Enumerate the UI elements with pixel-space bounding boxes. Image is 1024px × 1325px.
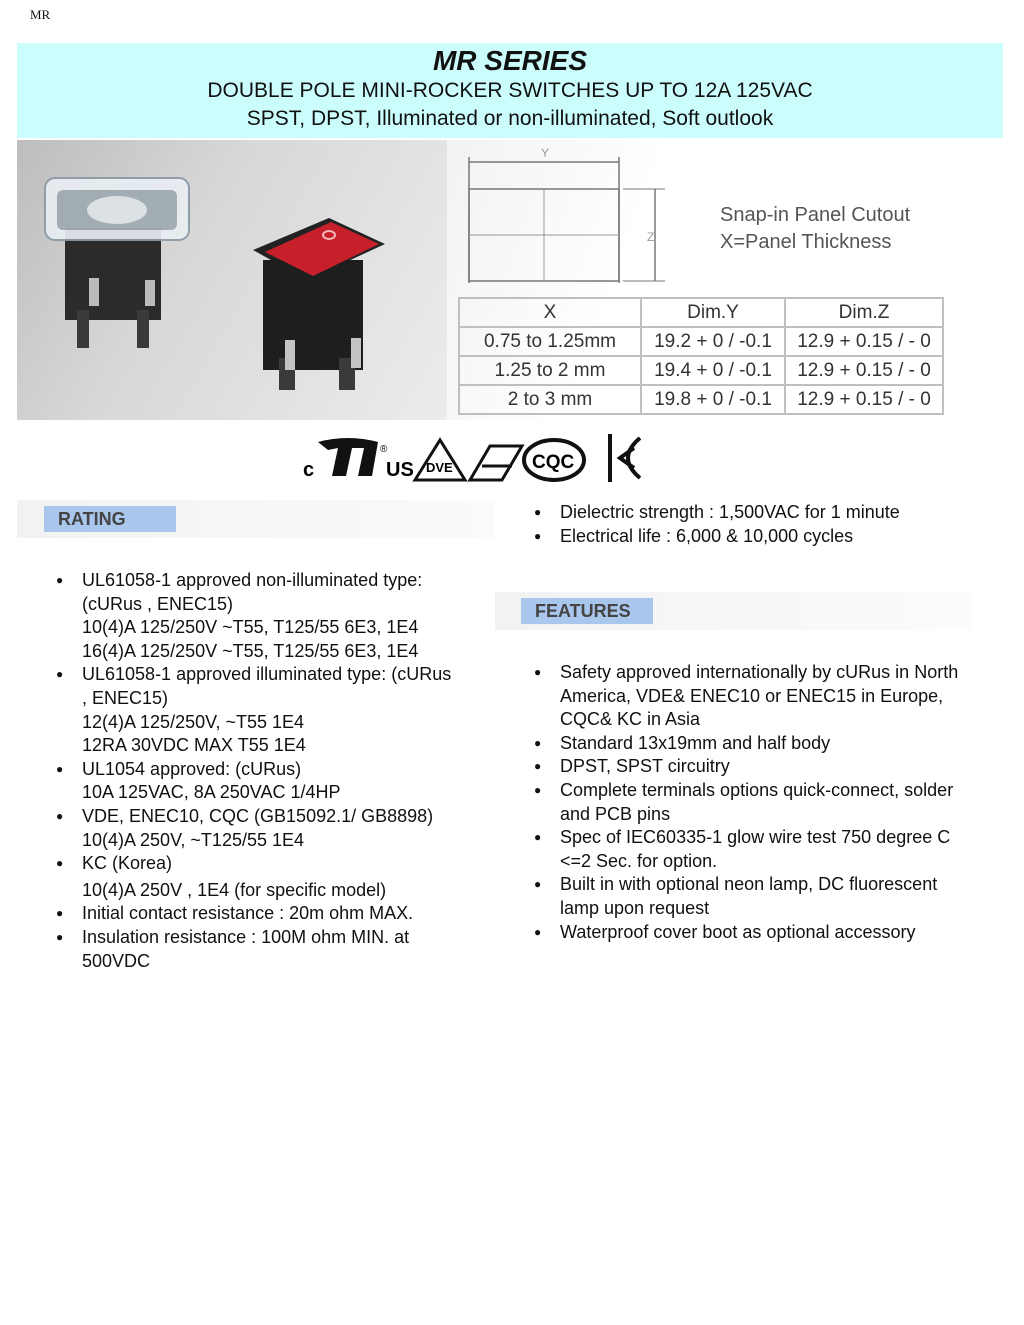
list-item-text: ● Standard 13x19mm and half body [560, 732, 831, 753]
table-cell: 12.9 + 0.15 / - 0 [785, 327, 943, 356]
list-item-text: ● KC (Korea) [82, 853, 173, 874]
table-cell: 12.9 + 0.15 / - 0 [785, 356, 943, 385]
dim-y-label: Y [541, 146, 550, 160]
list-item-text: ● Complete terminals options quick-connect, solder [560, 779, 954, 800]
features-list [534, 661, 1004, 944]
product-photo [17, 140, 447, 420]
table-header-row [459, 298, 943, 327]
cqc-logo [524, 440, 584, 480]
list-item-text: ● UL61058-1 approved illuminated type: (cURus [82, 664, 452, 685]
list-item [534, 873, 1004, 920]
svg-text:CQC: CQC [532, 452, 575, 473]
list-item [534, 779, 1004, 826]
panel-cutout-drawing [457, 145, 677, 290]
curus-logo [303, 438, 414, 481]
features-label: FEATURES [521, 598, 653, 624]
list-item-text: 10(4)A 250V , 1E4 (for specific model) [82, 879, 387, 900]
table-cell: 12.9 + 0.15 / - 0 [785, 385, 943, 414]
vde-logo [415, 440, 465, 480]
list-item [534, 732, 1004, 756]
list-item-text: ● Waterproof cover boot as optional accessory [560, 921, 916, 942]
list-item-text: ● Electrical life : 6,000 & 10,000 cycles [560, 525, 854, 546]
rating-list [56, 569, 496, 973]
list-item [534, 525, 1004, 549]
rating-section-header [17, 500, 494, 538]
list-item [534, 501, 1004, 525]
list-item-text: ● Dielectric strength : 1,500VAC for 1 minute [560, 502, 900, 522]
cutout-caption-line-2: X=Panel Thickness [720, 231, 892, 253]
list-item [56, 758, 496, 805]
cutout-caption-line-1: Snap-in Panel Cutout [720, 204, 911, 226]
table-cell: 1.25 to 2 mm [459, 356, 641, 385]
list-item-text: 12(4)A 125/250V, ~T55 1E4 [82, 711, 305, 732]
table-row [459, 385, 943, 414]
series-title: MR SERIES [432, 45, 588, 76]
list-item-text: lamp upon request [560, 897, 710, 918]
list-item-text: 10(4)A 250V, ~T125/55 1E4 [82, 829, 305, 850]
svg-text:DVE: DVE [426, 460, 453, 475]
list-item-text: and PCB pins [560, 803, 671, 824]
list-item-text: ● UL61058-1 approved non-illuminated type: [82, 570, 423, 590]
rating-list-continued [534, 501, 1004, 548]
rating-label: RATING [44, 506, 176, 532]
list-item-text: ● Spec of IEC60335-1 glow wire test 750 degree C [560, 827, 951, 848]
page-header-tag: MR [30, 7, 51, 22]
table-cell: 2 to 3 mm [459, 385, 641, 414]
list-item-text: 500VDC [82, 950, 151, 971]
table-header-cell: Dim.Y [641, 298, 785, 327]
series-subtitle-1: DOUBLE POLE MINI-ROCKER SWITCHES UP TO 12A 125VAC [207, 79, 813, 102]
list-item-text: 16(4)A 125/250V ~T55, T125/55 6E3, 1E4 [82, 640, 419, 661]
list-item-text: (cURus , ENEC15) [82, 593, 234, 614]
list-item [56, 902, 496, 926]
table-header-cell: X [459, 298, 641, 327]
list-item-text: , ENEC15) [82, 687, 169, 708]
product-image-panel [17, 140, 1003, 420]
list-item [56, 569, 496, 663]
list-item-text: ● DPST, SPST circuitry [560, 756, 730, 777]
list-item-text: ● Initial contact resistance : 20m ohm MAX. [82, 903, 414, 924]
table-cell: 19.4 + 0 / -0.1 [641, 356, 785, 385]
series-subtitle-2: SPST, DPST, Illuminated or non-illuminated, Soft outlook [246, 107, 774, 130]
list-item-text: <=2 Sec. for option. [560, 850, 718, 871]
list-item [534, 921, 1004, 945]
list-item-text: ● Safety approved internationally by cURus in North [560, 662, 959, 682]
certification-logos [300, 432, 645, 484]
panel-dimension-table [458, 297, 944, 415]
svg-text:US: US [386, 459, 414, 481]
table-header-cell: Dim.Z [785, 298, 943, 327]
list-item-text: ● Built in with optional neon lamp, DC fluorescent [560, 874, 938, 895]
list-item [56, 926, 496, 973]
list-item-text: 10A 125VAC, 8A 250VAC 1/4HP [82, 782, 341, 803]
dim-z-label: Z [647, 230, 655, 244]
rocker-switch-photo [17, 140, 447, 420]
svg-text:®: ® [380, 444, 388, 455]
list-item [56, 805, 496, 852]
list-item-text: 10(4)A 125/250V ~T55, T125/55 6E3, 1E4 [82, 617, 419, 638]
title-banner [17, 43, 1003, 138]
list-item [534, 755, 1004, 779]
list-item-text: ● Insulation resistance : 100M ohm MIN. at [82, 926, 410, 947]
table-row [459, 327, 943, 356]
list-item [534, 826, 1004, 873]
kc-logo [608, 434, 640, 482]
list-item-text: 12RA 30VDC MAX T55 1E4 [82, 735, 306, 756]
list-item-text: ● VDE, ENEC10, CQC (GB15092.1/ GB8898) [82, 805, 434, 826]
list-item-text: ● UL1054 approved: (cURus) [82, 758, 302, 779]
cutout-caption [720, 202, 910, 256]
table-cell: 19.2 + 0 / -0.1 [641, 327, 785, 356]
list-item-text: America, VDE& ENEC10 or ENEC15 in Europe, [560, 685, 944, 706]
table-row [459, 356, 943, 385]
enec-logo [470, 446, 522, 480]
list-item [56, 663, 496, 757]
list-item [56, 852, 496, 902]
list-item [534, 661, 1004, 732]
list-item-text: CQC& KC in Asia [560, 709, 701, 730]
table-cell: 19.8 + 0 / -0.1 [641, 385, 785, 414]
svg-text:c: c [303, 459, 315, 481]
table-cell: 0.75 to 1.25mm [459, 327, 641, 356]
features-section-header [495, 592, 971, 630]
